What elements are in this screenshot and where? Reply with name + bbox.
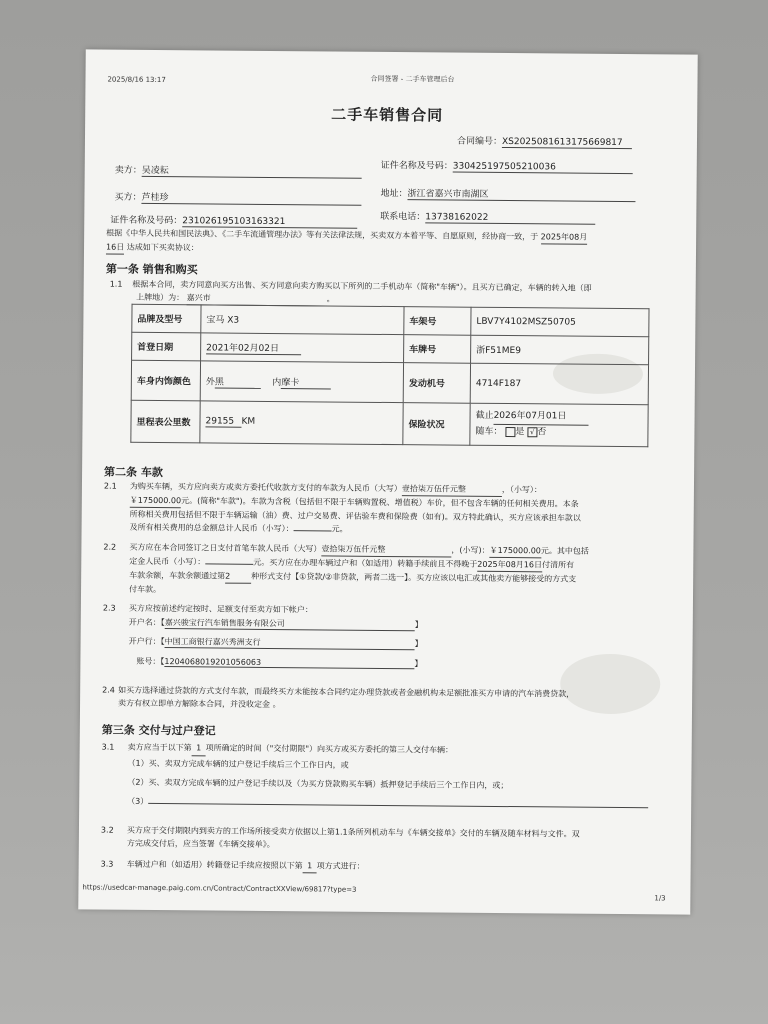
clause-2-2-g: 车款余额，车款余额通过第 (129, 570, 226, 581)
mileage-unit: KM (241, 416, 256, 427)
clause-2-1-e: 及所有相关费用的总金额总计人民币（小写）： (129, 522, 294, 534)
clause-1-1-end: 。 (326, 294, 335, 304)
page-number: 1/3 (654, 894, 666, 903)
clause-2-4-b: 卖方有权立即单方解除本合同，并没收定金 。 (118, 698, 281, 710)
vehicle-row (131, 400, 648, 447)
clause-3-3-a: 车辆过户和（如适用）转籍登记手续应按照以下第 (126, 859, 303, 871)
buyer-id-value: 231026195103163321 (182, 216, 357, 229)
insurance-until-label: 截止 (475, 410, 494, 421)
clause-2-1-amount-cn: 壹拾柒万伍仟元整 (402, 482, 502, 497)
clause-3-2-num: 3.2 (100, 825, 114, 835)
insurance-until-value: 2026年07月01日 (494, 409, 589, 426)
clause-2-1-f: 元。 (331, 524, 348, 534)
clause-2-2-amount-cn: 壹拾柒万伍仟元整 (321, 542, 451, 557)
exterior-label: 外 (205, 376, 215, 387)
clause-2-1-c: 元。(简称"车款")。车款为含税（包括但不限于车辆购置税、增值税）车价，但不包含车辆的任何相关费用。本条 (181, 496, 579, 509)
bank-name-value: 嘉兴骏宝行汽车销售服务有限公司 (165, 617, 415, 631)
vehicle-row (131, 360, 648, 405)
clause-3-2 (101, 824, 673, 855)
print-site-title: 合同签署 - 二手车管理后台 (370, 74, 455, 84)
preamble-text: 根据《中华人民共和国民法典》、《二手车流通管理办法》等有关法律法规，买卖双方本着平等、自愿原则，经协商一致，于 (106, 228, 539, 242)
bank-label: 开户行：【 (128, 636, 165, 647)
clause-2-1-amount: ￥175000.00 (130, 494, 181, 508)
clause-2-2-d: 定金人民币（小写）： (129, 556, 206, 567)
yes-checkbox (505, 427, 515, 437)
clause-2-4 (102, 684, 674, 715)
buyer-id-label: 证件名称及号码： (110, 215, 183, 227)
bracket-close: 】 (414, 659, 423, 669)
account-label: 账号：【 (136, 656, 165, 667)
phone-label: 联系电话： (380, 211, 426, 223)
seller-field (115, 163, 362, 179)
article-3-title: 第三条 交付与过户登记 (101, 723, 216, 738)
brand-value: 宝马 X3 (201, 305, 404, 335)
option-3-blank (148, 803, 648, 808)
mileage-cell (200, 401, 403, 445)
exterior-value: 黑 (215, 374, 261, 388)
clause-2-2-a: 买方应在本合同签订之日支付首笔车款人民币（大写） (129, 542, 322, 554)
yes-label: 是 (515, 427, 525, 438)
vehicle-row (132, 304, 649, 337)
clause-2-2-e: 元。买方应在办理车辆过户和（如适用）转籍手续前且不得晚于 (253, 557, 478, 569)
clause-1-1-text: 根据本合同，卖方同意向买方出售、买方同意向卖方购买以下所列的二手机动车（简称"车辆"）。且买方已确定，车辆的转入地（即 (132, 279, 592, 293)
clause-3-2-a: 买方应于交付期限内到卖方的工作场所接受卖方依据以上第1.1条所列机动车与《车辆交接单》交付的车辆及随车材料与文件。双 (126, 825, 580, 839)
vin-value: LBV7Y4102MSZ50705 (471, 307, 649, 337)
mileage-value: 29155 (205, 416, 241, 427)
clause-2-3-num: 2.3 (102, 603, 116, 613)
clause-2-3-a: 买方应按前述约定按时、足额支付至卖方如下帐户： (128, 603, 313, 615)
clause-2-1-num: 2.1 (103, 481, 117, 491)
seller-id-value: 330425197505210036 (453, 162, 633, 175)
phone-value: 13738162022 (425, 212, 595, 224)
mileage-label: 里程表公里数 (131, 400, 200, 443)
clause-3-1-b: 项所确定的时间（"交付期限"）向买方或买方委托的第三人交付车辆： (205, 743, 454, 755)
preamble-date-month: 2025年08月 (541, 230, 588, 244)
address-field (380, 186, 635, 202)
clause-2-2-b: ，(小写)： (451, 545, 490, 555)
seller-value: 吴凌耘 (142, 163, 362, 179)
bank-value: 中国工商银行嘉兴秀洲支行 (165, 636, 415, 650)
seller-label: 卖方： (114, 165, 142, 176)
clause-2-2-c: 元。其中包括 (540, 546, 589, 556)
bank-field (129, 636, 423, 651)
bank-name-label: 开户名：【 (128, 617, 165, 628)
clause-3-3-b: 项方式进行： (316, 861, 365, 871)
clause-2-2-i: 付车款。 (129, 584, 162, 595)
clause-3-1-a: 卖方应当于以下第 (127, 742, 192, 753)
buyer-field (114, 190, 361, 206)
clause-3-1-option-1: （1）买、卖双方完成车辆的过户登记手续后三个工作日内，或 (127, 758, 349, 770)
total-amount-blank (294, 530, 332, 531)
page-url: https://usedcar-manage.paig.com.cn/Contract/ContractXXView/69817?type=3 (82, 883, 357, 894)
contract-page (78, 49, 697, 914)
plate-value: 浙F51ME9 (471, 335, 649, 365)
clause-2-2-num: 2.2 (103, 542, 117, 552)
clause-2-1 (104, 480, 676, 539)
clause-1-1-num: 1.1 (109, 279, 123, 289)
brand-label: 品牌及型号 (132, 304, 201, 333)
bracket-close: 】 (414, 639, 423, 649)
color-cell (200, 361, 403, 403)
preamble-date-day: 16日 (106, 241, 124, 255)
clause-2-2-h: 种形式支付【①贷款/②非贷款，两者二选一】。买方应该以电汇或其他卖方能够接受的方式支 (251, 571, 577, 584)
contract-no-label: 合同编号： (456, 136, 503, 147)
article-2-title: 第二条 车款 (104, 465, 163, 480)
no-label: 否 (537, 427, 547, 438)
no-checkbox: √ (527, 427, 537, 437)
insurance-label: 保险状况 (403, 403, 470, 446)
article-1-title: 第一条 销售和购买 (105, 262, 198, 277)
page-title: 二手车销售合同 (331, 105, 444, 125)
reg-date-label: 首登日期 (132, 332, 201, 361)
plate-label: 车牌号 (404, 335, 471, 364)
payment-way: 2 (225, 570, 251, 584)
address-value: 浙江省嘉兴市南湖区 (407, 186, 635, 202)
address-label: 地址： (380, 188, 408, 200)
clause-3-1-num: 3.1 (101, 742, 115, 752)
clause-1-1-text2: 上牌地）为： (136, 292, 185, 303)
clause-3-1-option-2: （2）买、卖双方完成车辆的过户登记手续以及（为买方贷款购买车辆）抵押登记手续后三个工作日内，或； (127, 777, 509, 791)
engine-label: 发动机号 (403, 363, 470, 404)
account-value: 1204068019201056063 (164, 657, 414, 669)
interior-label: 内 (272, 377, 282, 388)
clause-3-1 (101, 740, 674, 814)
clause-3-1-option-3: （3） (127, 796, 149, 806)
insurance-follow-label: 随车： (475, 426, 503, 437)
clause-2-1-d: 所称相关费用包括但不限于车辆运输（油）费、过户交易费、评估验车费和保险费（如有)。双方特此确认，买方应该承担车款以 (129, 509, 581, 523)
clause-2-4-num: 2.4 (102, 685, 115, 695)
clause-2-4-a: 如买方选择通过贷款的方式支付车款，而最终买方未能按本合同约定办理贷款或者金融机构未足额批准买方申请的汽车消费贷款， (118, 685, 575, 699)
preamble (106, 227, 676, 260)
clause-2-1-a: 为购买车辆，买方应向卖方或卖方委托代收款方支付的车款为人民币（大写） (129, 481, 402, 494)
bank-name-field (129, 617, 423, 632)
contract-no-value: XS2025081613175669817 (502, 137, 632, 149)
reg-date-cell (201, 333, 404, 363)
clause-3-2-b: 方完成交付后，应当签署《车辆交接单》。 (126, 838, 275, 850)
transfer-city: 嘉兴市 (187, 291, 327, 306)
print-datetime: 2025/8/16 13:17 (107, 75, 166, 85)
vehicle-table (130, 304, 649, 448)
seller-id-field (381, 158, 633, 174)
seller-id-label: 证件名称及号码： (380, 160, 453, 172)
clause-2-2-f: 付清所有 (541, 560, 575, 570)
clause-2-2-amount: ￥175000.00 (490, 544, 541, 558)
reg-date-value: 2021年02月02日 (206, 340, 301, 355)
contract-no (457, 134, 632, 150)
clause-2-2 (103, 541, 675, 601)
insurance-cell (470, 403, 648, 447)
phone-field (380, 209, 595, 225)
clause-3-3 (101, 858, 673, 877)
transfer-option: 1 (303, 859, 317, 873)
color-label: 车身内饰颜色 (131, 360, 200, 401)
clause-2-1-b: ，（小写）： (501, 484, 542, 495)
clause-3-3-num: 3.3 (100, 859, 114, 869)
engine-value: 4714F187 (470, 363, 648, 405)
bracket-close: 】 (414, 620, 423, 630)
buyer-label: 买方： (114, 192, 142, 203)
buyer-value: 芦桂珍 (141, 190, 361, 206)
delivery-option: 1 (192, 740, 206, 756)
vehicle-row (132, 332, 649, 365)
interior-value: 摩卡 (281, 375, 331, 389)
vin-label: 车架号 (404, 307, 471, 336)
deposit-blank (205, 563, 253, 564)
account-field (136, 656, 422, 669)
preamble-tail: 达成如下买卖协议： (126, 242, 199, 253)
clause-2-2-date: 2025年08月16日 (477, 558, 542, 573)
